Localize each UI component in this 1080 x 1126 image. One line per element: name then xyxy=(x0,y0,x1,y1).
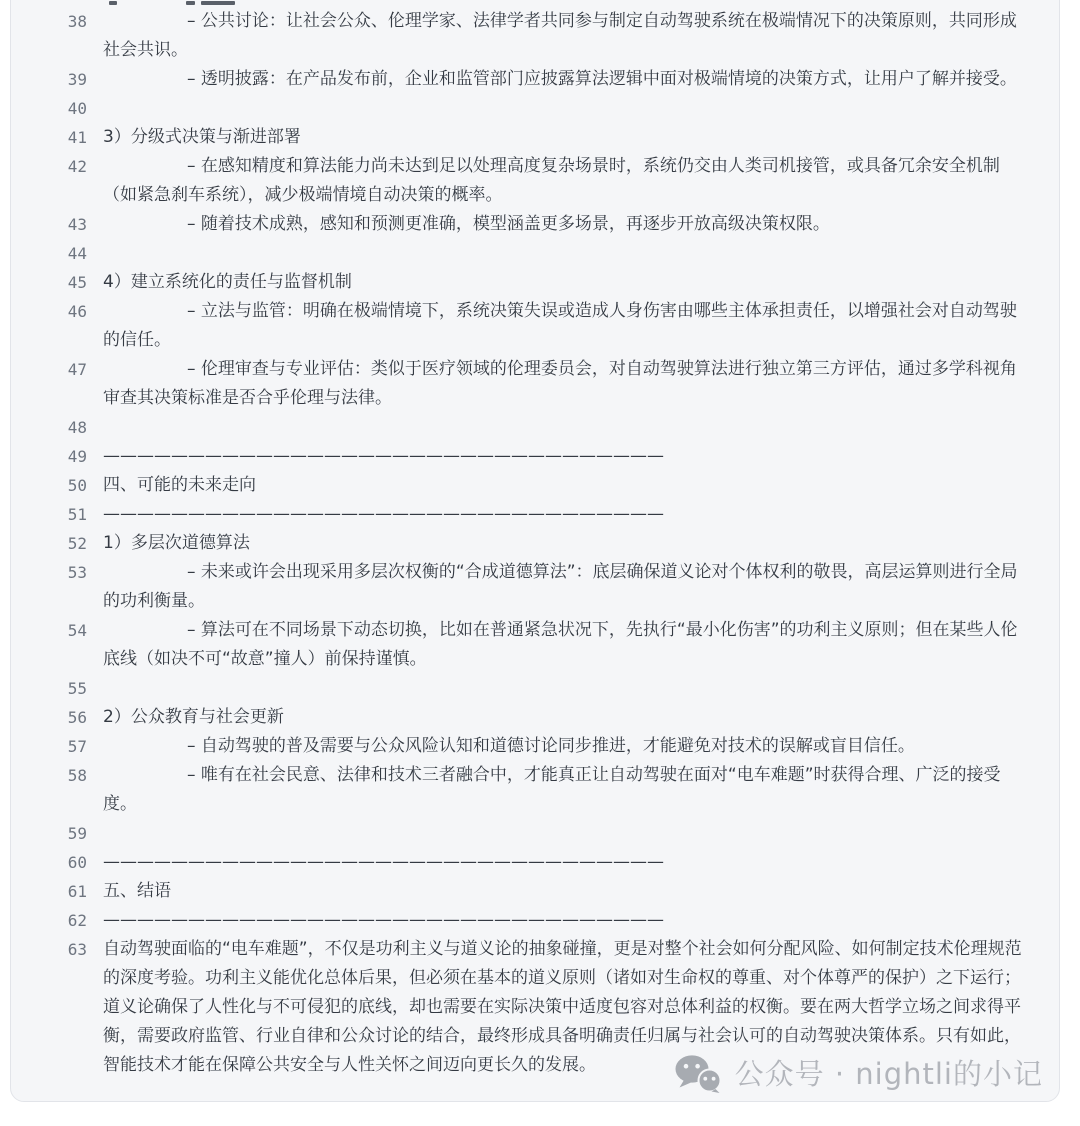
line-number: 63 xyxy=(67,940,87,959)
line-text: 1）多层次道德算法 xyxy=(103,533,250,553)
line-text: – 自动驾驶的普及需要与公众风险认知和道德讨论同步推进，才能避免对技术的误解或盲目信任。 xyxy=(187,736,915,756)
line-number: 52 xyxy=(67,534,87,553)
line-number: 44 xyxy=(67,244,87,263)
line-number: 42 xyxy=(67,157,87,176)
code-line xyxy=(39,442,1059,471)
line-text xyxy=(103,94,1059,123)
code-line xyxy=(39,152,1059,210)
line-number: 48 xyxy=(67,418,87,437)
line-text: – 未来或许会出现采用多层次权衡的“合成道德算法”：底层确保道义论对个体权利的敬畏，高层运算则进行全局的功利衡量。 xyxy=(103,562,1018,611)
line-text: – 算法可在不同场景下动态切换，比如在普通紧急状况下，先执行“最小化伤害”的功利主义原则；但在某些人伦底线（如决不可“故意”撞人）前保持谨慎。 xyxy=(103,620,1018,669)
line-number: 43 xyxy=(67,215,87,234)
code-line xyxy=(39,94,1059,123)
line-text: – 透明披露：在产品发布前，企业和监管部门应披露算法逻辑中面对极端情境的决策方式，让用户了解并接受。 xyxy=(187,69,1017,89)
line-text: 自动驾驶面临的“电车难题”，不仅是功利主义与道义论的抽象碰撞，更是对整个社会如何分配风险、如何制定技术伦理规范的深度考验。功利主义能优化总体后果，但必须在基本的道义原则（诸如对生命权的尊重、对个体尊严的保护）之下运行；道义论确保了人性化与不可侵犯的底线，却也需要在实际决策中适度包容对总体利益的权衡。要在两大哲学立场之间求得平衡，需要政府监管、行业自律和公众讨论的结合，最终形成具备明确责任归属与社会认可的自动驾驶决策体系。只有如此，智能技术才能在保障公共安全与人性关怀之间迈向更长久的发展。 xyxy=(103,939,1022,1075)
code-line xyxy=(39,500,1059,529)
code-line xyxy=(39,819,1059,848)
code-line xyxy=(39,616,1059,674)
line-number: 39 xyxy=(67,70,87,89)
line-number: 40 xyxy=(67,99,87,118)
clipped-previous-line xyxy=(39,1,1059,7)
code-line xyxy=(39,732,1059,761)
line-number: 46 xyxy=(67,302,87,321)
line-number: 54 xyxy=(67,621,87,640)
line-number: 59 xyxy=(67,824,87,843)
line-text: – 唯有在社会民意、法律和技术三者融合中，才能真正让自动驾驶在面对“电车难题”时获得合理、广泛的接受度。 xyxy=(103,765,1001,814)
line-text xyxy=(103,674,1059,703)
line-text: – 伦理审查与专业评估：类似于医疗领域的伦理委员会，对自动驾驶算法进行独立第三方评估，通过多学科视角审查其决策标准是否合乎伦理与法律。 xyxy=(103,359,1017,408)
text-viewer-scroll-area[interactable] xyxy=(11,0,1059,1101)
code-line xyxy=(39,268,1059,297)
line-number: 47 xyxy=(67,360,87,379)
line-number: 45 xyxy=(67,273,87,292)
line-text xyxy=(103,239,1059,268)
horizontal-rule-text: ————————————————————————————————— xyxy=(103,446,664,466)
line-number: 41 xyxy=(67,128,87,147)
line-text: 4）建立系统化的责任与监督机制 xyxy=(103,272,352,292)
code-line xyxy=(39,761,1059,819)
line-number: 50 xyxy=(67,476,87,495)
line-text: – 立法与监管：明确在极端情境下，系统决策失误或造成人身伤害由哪些主体承担责任，以增强社会对自动驾驶的信任。 xyxy=(103,301,1017,350)
line-text: – 随着技术成熟，感知和预测更准确，模型涵盖更多场景，再逐步开放高级决策权限。 xyxy=(187,214,830,234)
code-line xyxy=(39,848,1059,877)
code-lines xyxy=(39,7,1059,1080)
line-text xyxy=(103,413,1059,442)
line-number: 57 xyxy=(67,737,87,756)
code-line xyxy=(39,674,1059,703)
code-line xyxy=(39,529,1059,558)
code-line xyxy=(39,65,1059,94)
code-line xyxy=(39,413,1059,442)
code-line xyxy=(39,297,1059,355)
line-text: 四、可能的未来走向 xyxy=(103,475,256,495)
document-card xyxy=(10,0,1060,1102)
line-text: 3）分级式决策与渐进部署 xyxy=(103,127,301,147)
line-number: 49 xyxy=(67,447,87,466)
code-line xyxy=(39,471,1059,500)
code-line xyxy=(39,906,1059,935)
line-text: – 公共讨论：让社会公众、伦理学家、法律学者共同参与制定自动驾驶系统在极端情况下的决策原则，共同形成社会共识。 xyxy=(103,11,1017,60)
line-text: – 在感知精度和算法能力尚未达到足以处理高度复杂场景时，系统仍交由人类司机接管，或具备冗余安全机制（如紧急刹车系统），减少极端情境自动决策的概率。 xyxy=(103,156,1000,205)
line-number: 53 xyxy=(67,563,87,582)
code-line xyxy=(39,355,1059,413)
code-line xyxy=(39,703,1059,732)
code-line xyxy=(39,935,1059,1080)
line-number: 56 xyxy=(67,708,87,727)
line-number: 38 xyxy=(67,12,87,31)
horizontal-rule-text: ————————————————————————————————— xyxy=(103,910,664,930)
line-number: 62 xyxy=(67,911,87,930)
horizontal-rule-text: ————————————————————————————————— xyxy=(103,852,664,872)
watermark-label: 公众号 · nightli的小记 xyxy=(734,1057,1043,1091)
code-line xyxy=(39,239,1059,268)
code-line xyxy=(39,558,1059,616)
line-number: 61 xyxy=(67,882,87,901)
code-line xyxy=(39,210,1059,239)
code-line xyxy=(39,123,1059,152)
line-number: 51 xyxy=(67,505,87,524)
line-number: 60 xyxy=(67,853,87,872)
line-number: 55 xyxy=(67,679,87,698)
code-line xyxy=(39,7,1059,65)
line-text xyxy=(103,819,1059,848)
line-text: 五、结语 xyxy=(103,881,171,901)
line-number: 58 xyxy=(67,766,87,785)
horizontal-rule-text: ————————————————————————————————— xyxy=(103,504,664,524)
line-text: 2）公众教育与社会更新 xyxy=(103,707,284,727)
code-line xyxy=(39,877,1059,906)
